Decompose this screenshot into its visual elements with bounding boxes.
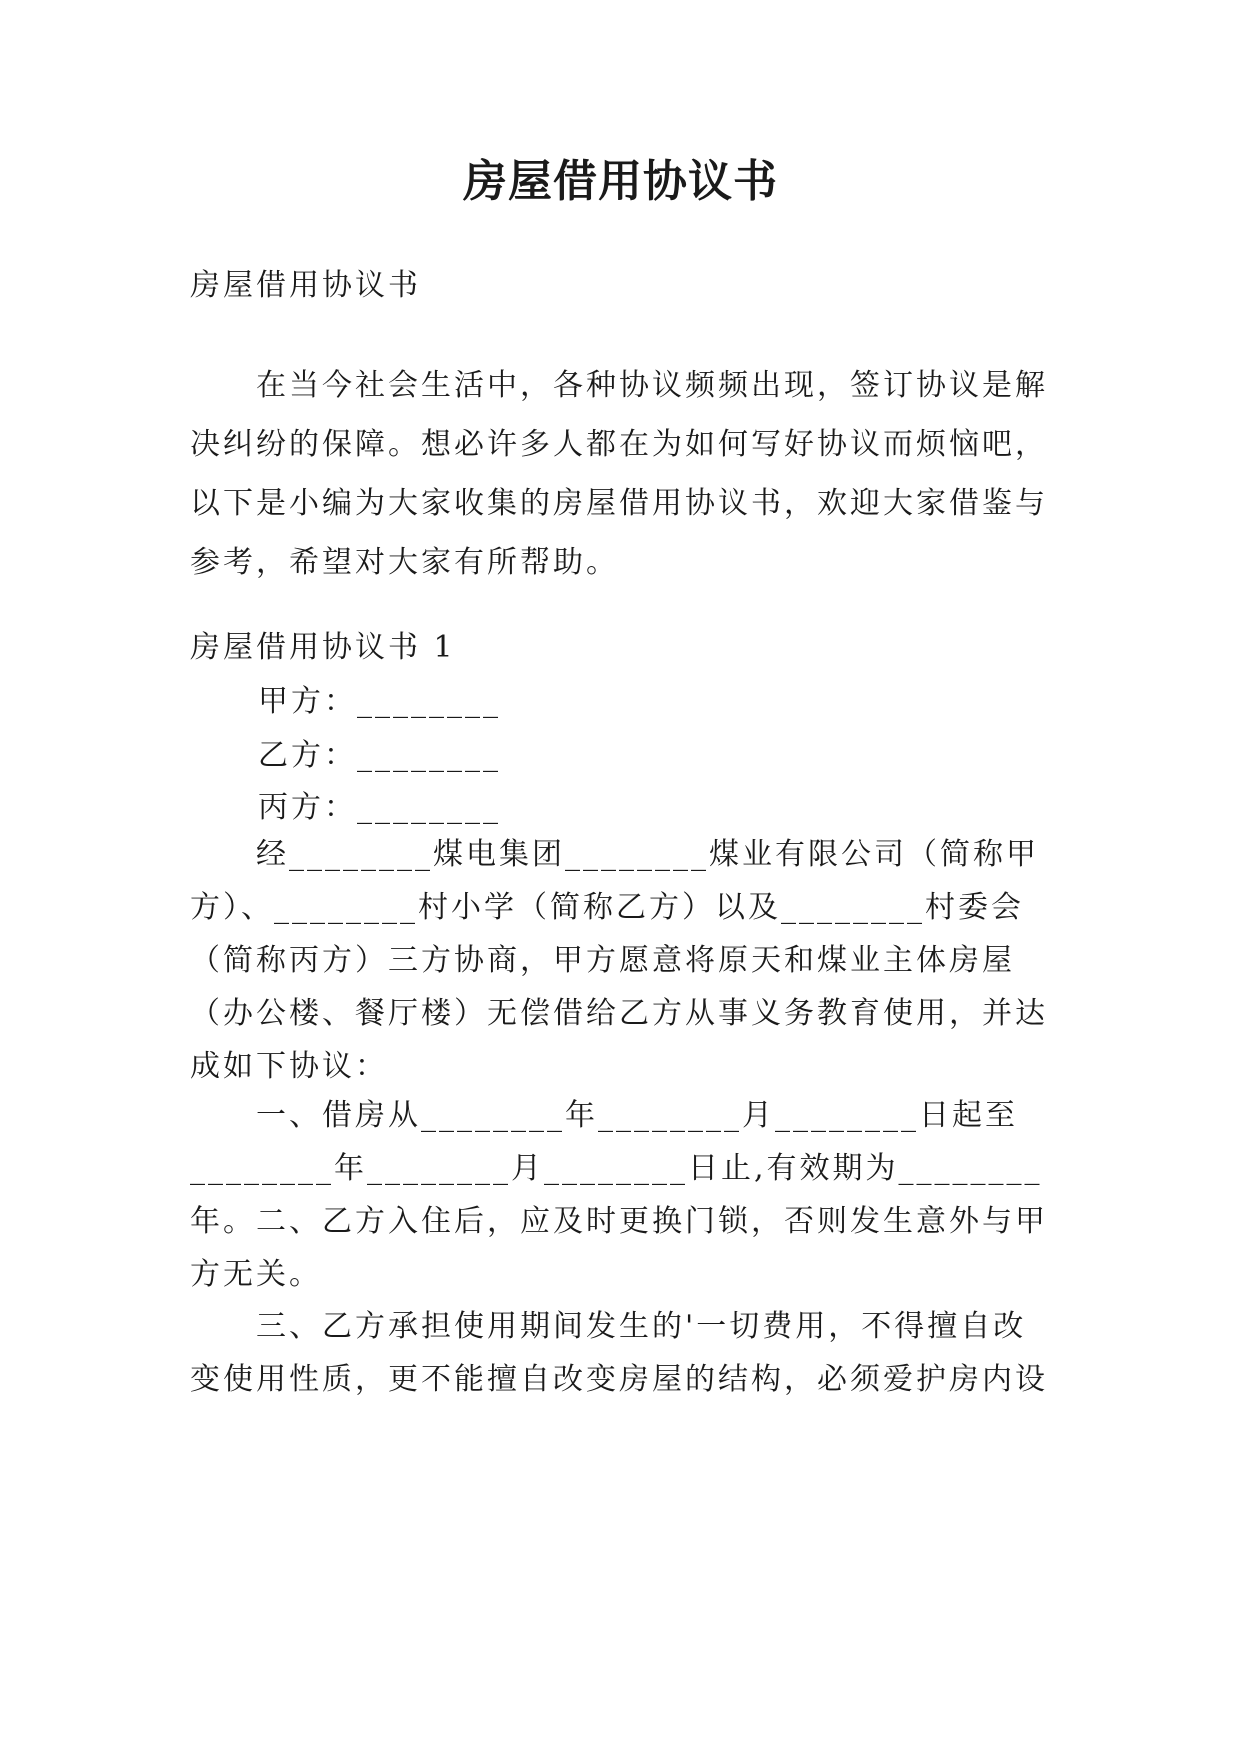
clause-3-paragraph: 三、乙方承担使用期间发生的'一切费用，不得擅自改变使用性质，更不能擅自改变房屋的结构，必须爱护房内设 bbox=[190, 1309, 1048, 1397]
document-subtitle: 房屋借用协议书 bbox=[190, 268, 421, 303]
clause-1-paragraph: 一、借房从________年________月________日起至________年________月________日止,有效期为________年。 bbox=[190, 1098, 1043, 1239]
party-b-line: 乙方：________ bbox=[258, 738, 501, 773]
party-c-line: 丙方：________ bbox=[258, 790, 501, 825]
section-heading: 房屋借用协议书 1 bbox=[190, 630, 456, 665]
preamble-paragraph: 经________煤电集团________煤业有限公司（简称甲方）、________村小学（简称乙方）以及________村委会（简称丙方）三方协商，甲方愿意将原天和煤业主体房屋（办公楼、餐厅楼）无偿借给乙方从事义务教育使用，并达成如下协议： bbox=[190, 837, 1048, 1084]
party-a-line: 甲方：________ bbox=[258, 684, 501, 719]
document-title: 房屋借用协议书 bbox=[463, 156, 778, 207]
clause-2-paragraph: 二、乙方入住后，应及时更换门锁，否则发生意外与甲方无关。 bbox=[190, 1204, 1048, 1292]
intro-paragraph: 在当今社会生活中，各种协议频频出现，签订协议是解决纠纷的保障。想必许多人都在为如何写好协议而烦恼吧，以下是小编为大家收集的房屋借用协议书，欢迎大家借鉴与参考，希望对大家有所帮助。 bbox=[190, 368, 1048, 580]
